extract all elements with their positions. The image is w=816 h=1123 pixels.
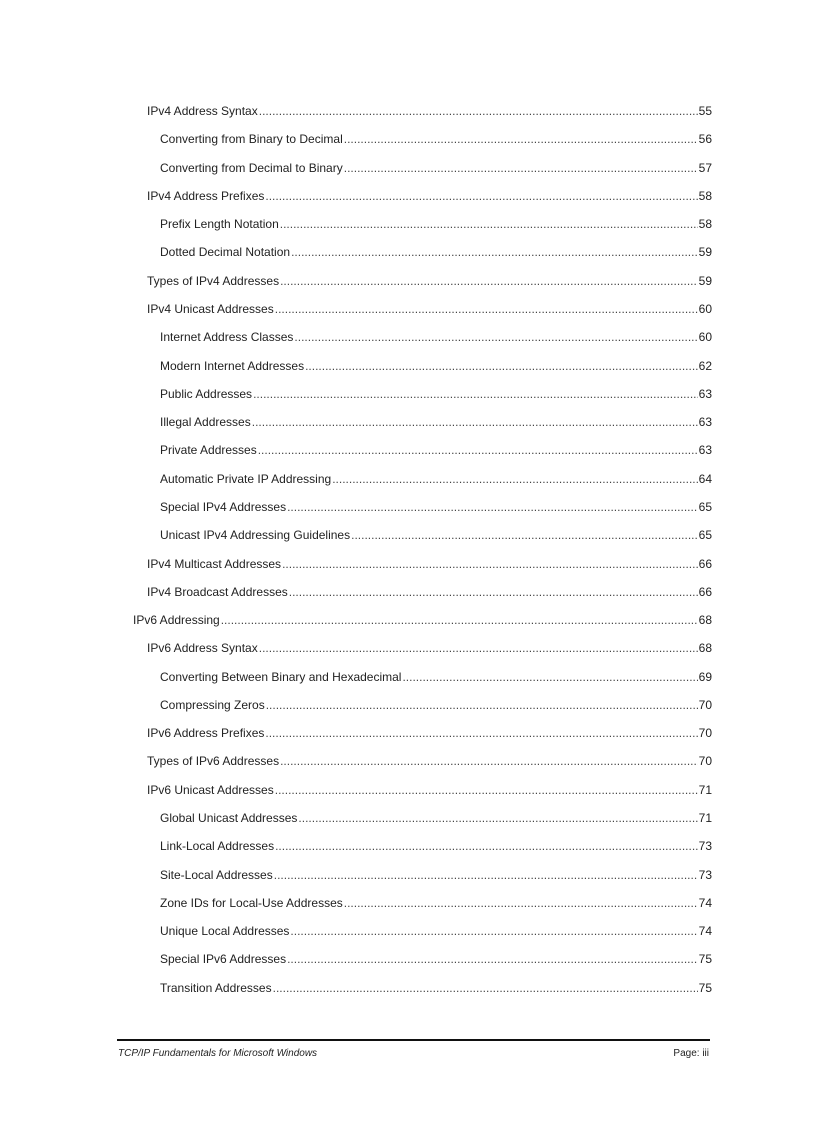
toc-entry-page-number: 65	[698, 528, 712, 543]
toc-entry-page-number: 63	[698, 415, 712, 430]
toc-entry-title: IPv6 Address Syntax	[147, 641, 258, 656]
toc-entry[interactable]	[0, 895, 816, 923]
toc-entry[interactable]	[0, 782, 816, 810]
toc-entry[interactable]	[0, 669, 816, 697]
toc-entry[interactable]	[0, 697, 816, 725]
toc-dot-leader	[275, 838, 698, 854]
toc-dot-leader	[298, 810, 697, 826]
toc-entry[interactable]	[0, 273, 816, 301]
toc-entry-page-number: 71	[698, 811, 712, 826]
toc-entry[interactable]	[0, 216, 816, 244]
toc-entry-page-number: 70	[698, 754, 712, 769]
toc-entry-page-number: 70	[698, 726, 712, 741]
toc-dot-leader	[274, 867, 698, 883]
toc-dot-leader	[259, 640, 698, 656]
toc-entry-title: Private Addresses	[160, 443, 257, 458]
toc-entry-page-number: 60	[698, 301, 712, 316]
toc-dot-leader	[332, 471, 697, 487]
toc-entry-title: Modern Internet Addresses	[160, 358, 305, 373]
toc-dot-leader	[275, 782, 698, 798]
toc-entry-title: IPv4 Address Syntax	[147, 104, 258, 118]
toc-entry-title: IPv4 Unicast Addresses	[147, 301, 274, 316]
toc-entry[interactable]	[0, 612, 816, 640]
toc-entry-page-number: 59	[698, 273, 712, 288]
toc-entry-title: Converting from Binary to Decimal	[160, 132, 343, 147]
toc-entry[interactable]	[0, 386, 816, 414]
toc-dot-leader	[344, 160, 698, 176]
toc-entry-title: Automatic Private IP Addressing	[160, 471, 332, 486]
toc-entry-title: Converting from Decimal to Binary	[160, 160, 343, 175]
toc-entry-title: IPv4 Multicast Addresses	[147, 556, 282, 571]
toc-entry-title: Site-Local Addresses	[160, 867, 273, 882]
toc-entry-title: Converting Between Binary and Hexadecimal	[160, 669, 402, 684]
toc-entry-title: Zone IDs for Local-Use Addresses	[160, 895, 343, 910]
toc-entry[interactable]	[0, 131, 816, 159]
toc-entry[interactable]	[0, 527, 816, 555]
toc-entry-page-number: 59	[698, 245, 712, 260]
toc-entry-page-number: 64	[698, 471, 712, 486]
toc-entry-page-number: 62	[698, 358, 712, 373]
toc-entry-title: Illegal Addresses	[160, 415, 251, 430]
toc-entry-page-number: 58	[698, 188, 712, 203]
table-of-contents	[0, 103, 816, 1008]
toc-entry[interactable]	[0, 867, 816, 895]
toc-entry-page-number: 63	[698, 386, 712, 401]
toc-entry-title: Transition Addresses	[160, 980, 272, 995]
toc-entry-page-number: 70	[698, 697, 712, 712]
toc-entry-page-number: 66	[698, 556, 712, 571]
toc-entry-page-number: 63	[698, 443, 712, 458]
toc-entry[interactable]	[0, 160, 816, 188]
toc-dot-leader	[402, 669, 697, 685]
toc-entry-page-number: 75	[698, 980, 712, 995]
toc-entry[interactable]	[0, 188, 816, 216]
toc-dot-leader	[221, 612, 698, 628]
toc-dot-leader	[259, 103, 698, 119]
toc-dot-leader	[252, 414, 698, 430]
toc-dot-leader	[273, 980, 698, 996]
toc-entry-title: Link-Local Addresses	[160, 839, 275, 854]
footer-document-title: TCP/IP Fundamentals for Microsoft Windows	[118, 1048, 318, 1059]
toc-dot-leader	[344, 131, 698, 147]
toc-entry[interactable]	[0, 951, 816, 979]
toc-entry-title: Types of IPv6 Addresses	[147, 754, 280, 769]
toc-entry-page-number: 60	[698, 330, 712, 345]
toc-entry[interactable]	[0, 923, 816, 951]
toc-dot-leader	[280, 273, 698, 289]
toc-dot-leader	[351, 527, 698, 543]
toc-entry[interactable]	[0, 414, 816, 442]
toc-entry[interactable]	[0, 244, 816, 272]
toc-entry-title: Types of IPv4 Addresses	[147, 273, 280, 288]
toc-entry-page-number: 68	[698, 613, 712, 628]
toc-entry-page-number: 58	[698, 217, 712, 232]
toc-entry-title: Special IPv6 Addresses	[160, 952, 287, 967]
toc-dot-leader	[305, 358, 698, 374]
toc-dot-leader	[266, 697, 698, 713]
toc-entry-title: IPv6 Addressing	[133, 613, 220, 628]
toc-entry-title: Unique Local Addresses	[160, 924, 290, 939]
toc-entry-title: IPv6 Address Prefixes	[147, 726, 265, 741]
toc-entry[interactable]	[0, 838, 816, 866]
toc-dot-leader	[287, 499, 698, 515]
toc-entry-page-number: 57	[698, 160, 712, 175]
toc-entry-title: Dotted Decimal Notation	[160, 245, 291, 260]
toc-entry-page-number: 73	[698, 867, 712, 882]
toc-entry-title: Compressing Zeros	[160, 697, 265, 712]
toc-entry-title: IPv4 Address Prefixes	[147, 188, 265, 203]
toc-dot-leader	[253, 386, 698, 402]
toc-entry-page-number: 66	[698, 584, 712, 599]
toc-entry[interactable]	[0, 103, 816, 131]
toc-entry-page-number: 56	[698, 132, 712, 147]
toc-entry-title: Public Addresses	[160, 386, 253, 401]
toc-dot-leader	[291, 244, 698, 260]
toc-entry-page-number: 55	[698, 104, 712, 118]
toc-entry-title: Special IPv4 Addresses	[160, 499, 287, 514]
toc-entry-page-number: 69	[698, 669, 712, 684]
toc-entry[interactable]	[0, 810, 816, 838]
toc-dot-leader	[287, 951, 698, 967]
footer-divider	[117, 1039, 710, 1041]
toc-dot-leader	[294, 329, 697, 345]
toc-entry-page-number: 68	[698, 641, 712, 656]
toc-entry-title: IPv6 Unicast Addresses	[147, 782, 274, 797]
toc-dot-leader	[282, 556, 698, 572]
toc-entry[interactable]	[0, 980, 816, 1008]
toc-entry[interactable]	[0, 584, 816, 612]
toc-entry-title: IPv4 Broadcast Addresses	[147, 584, 288, 599]
toc-entry[interactable]	[0, 329, 816, 357]
toc-dot-leader	[265, 725, 697, 741]
toc-dot-leader	[275, 301, 698, 317]
toc-dot-leader	[258, 442, 698, 458]
toc-dot-leader	[289, 584, 698, 600]
toc-entry[interactable]	[0, 499, 816, 527]
toc-entry[interactable]	[0, 471, 816, 499]
toc-dot-leader	[265, 188, 697, 204]
toc-entry-title: Internet Address Classes	[160, 330, 294, 345]
toc-entry-title: Prefix Length Notation	[160, 217, 279, 232]
toc-entry[interactable]	[0, 301, 816, 329]
toc-entry[interactable]	[0, 556, 816, 584]
toc-entry[interactable]	[0, 358, 816, 386]
toc-entry-title: Global Unicast Addresses	[160, 811, 298, 826]
toc-entry-page-number: 75	[698, 952, 712, 967]
toc-entry-page-number: 74	[698, 924, 712, 939]
toc-dot-leader	[344, 895, 698, 911]
toc-entry-page-number: 73	[698, 839, 712, 854]
toc-entry[interactable]	[0, 725, 816, 753]
toc-dot-leader	[280, 753, 698, 769]
toc-entry[interactable]	[0, 640, 816, 668]
toc-entry-title: Unicast IPv4 Addressing Guidelines	[160, 528, 351, 543]
toc-entry-page-number: 74	[698, 895, 712, 910]
footer-page-number: Page: iii	[673, 1048, 709, 1059]
toc-entry[interactable]	[0, 753, 816, 781]
toc-dot-leader	[290, 923, 697, 939]
toc-entry-page-number: 71	[698, 782, 712, 797]
toc-dot-leader	[280, 216, 698, 232]
toc-entry-page-number: 65	[698, 499, 712, 514]
toc-entry[interactable]	[0, 442, 816, 470]
